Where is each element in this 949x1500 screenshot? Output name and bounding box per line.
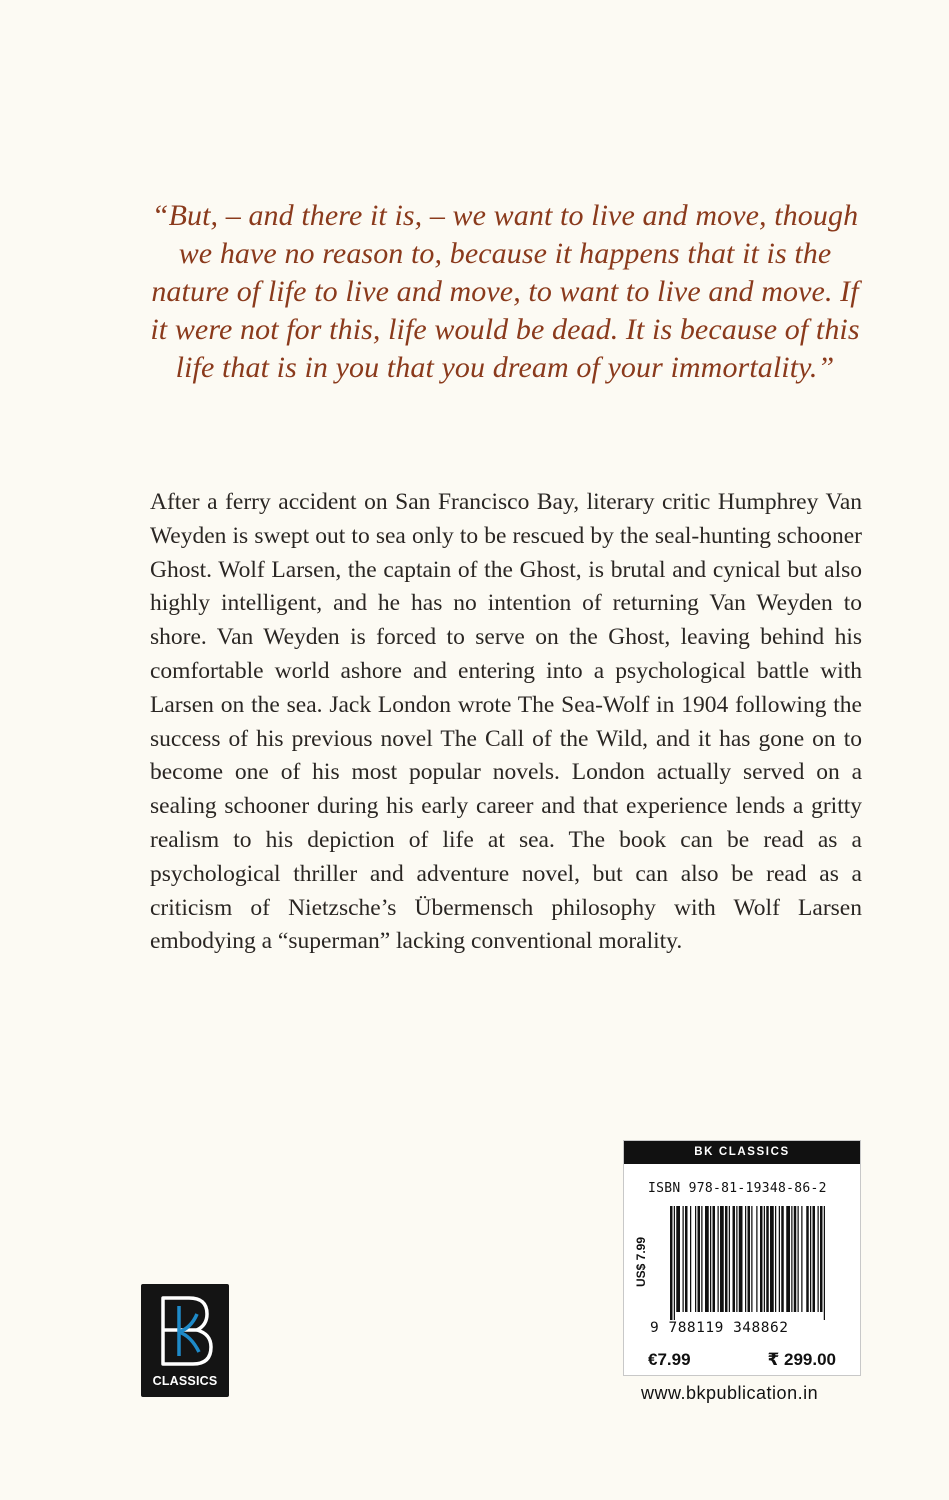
- barcode-digits: 9 788119 348862: [650, 1320, 789, 1336]
- back-cover-quote: “But, – and there it is, – we want to live and move, though we have no reason to, because it happens that it is the nature of life to live and move, to want to live and move. If it were not for this, life would be dead. It is because of this life that is in you that you dream of your immortality.”: [150, 199, 860, 384]
- usd-price: US$ 7.99: [634, 1236, 648, 1287]
- barcode-bar: [690, 1206, 691, 1312]
- barcode-bar: [701, 1206, 702, 1312]
- barcode-bar: [818, 1206, 819, 1312]
- barcode-bar: [676, 1206, 680, 1312]
- barcode-bar: [813, 1206, 816, 1312]
- barcode-bar: [760, 1206, 763, 1312]
- barcode-bar: [698, 1206, 701, 1312]
- barcode-bar: [779, 1206, 780, 1312]
- barcode-bar: [791, 1206, 792, 1312]
- publisher-logo: [141, 1284, 229, 1397]
- inr-price: ₹ 299.00: [767, 1350, 836, 1369]
- barcode-bar: [670, 1206, 673, 1320]
- barcode-bar: [705, 1206, 709, 1312]
- barcode-bar: [794, 1206, 797, 1312]
- barcode-bar: [736, 1206, 737, 1312]
- barcode-bar: [695, 1206, 696, 1312]
- barcode-bar: [786, 1206, 790, 1312]
- barcode-bar: [718, 1206, 719, 1312]
- barcode-bar: [745, 1206, 746, 1312]
- barcode-bar: [798, 1206, 799, 1312]
- barcode-bar: [683, 1206, 684, 1312]
- barcode-bar: [766, 1206, 769, 1312]
- barcode-panel: [623, 1140, 861, 1376]
- barcode-bar: [801, 1206, 802, 1312]
- barcode-header: BK CLASSICS: [624, 1141, 860, 1164]
- barcode-bar: [781, 1206, 784, 1312]
- logo-label: CLASSICS: [152, 1374, 218, 1388]
- barcode-bar: [685, 1206, 688, 1312]
- barcode-bar: [739, 1206, 743, 1312]
- barcode-bar: [729, 1206, 730, 1312]
- book-description: After a ferry accident on San Francisco Bay, literary critic Humphrey Van Weyden is swept out to sea only to be rescued by the seal-hunting schooner Ghost. Wolf Larsen, the captain of the Ghost, is brutal and cynical but also highly intelligent, and he has no intention of returning Van Weyden to shore. Van Weyden is forced to serve on the Ghost, leaving behind his comfortable world ashore and entering into a psychological battle with Larsen on the sea. Jack London wrote The Sea-Wolf in 1904 following the success of his previous novel The Call of the Wild, and it has gone on to become one of his most popular novels. London actually served on a sealing schooner during his early career and that experience lends a gritty realism to his depiction of life at sea. The book can be read as a psychological thriller and adventure novel, but can also be read as a criticism of Nietzsche’s Übermensch philosophy with Wolf Larsen embodying a “superman” lacking conventional morality.: [150, 489, 862, 955]
- barcode-bar: [725, 1206, 728, 1312]
- barcode-bar: [806, 1206, 809, 1312]
- barcode-graphic: [668, 1206, 834, 1320]
- isbn-number: ISBN 978-81-19348-86-2: [648, 1181, 827, 1196]
- barcode-bar: [748, 1206, 751, 1312]
- barcode-bar: [770, 1206, 774, 1312]
- barcode-bar: [733, 1206, 736, 1312]
- barcode-bar: [713, 1206, 716, 1312]
- barcode-bar: [674, 1206, 675, 1320]
- barcode-bar: [824, 1206, 825, 1320]
- barcode-bar: [720, 1206, 724, 1312]
- publisher-website: www.bkpublication.in: [641, 1383, 819, 1403]
- barcode-bar: [820, 1206, 823, 1312]
- barcode-bar: [810, 1206, 811, 1312]
- barcode-bar: [756, 1206, 757, 1312]
- barcode-bar: [751, 1206, 752, 1312]
- barcode-bar: [775, 1206, 776, 1312]
- barcode-bar: [710, 1206, 711, 1312]
- euro-price: €7.99: [648, 1350, 691, 1369]
- barcode-bar: [764, 1206, 765, 1312]
